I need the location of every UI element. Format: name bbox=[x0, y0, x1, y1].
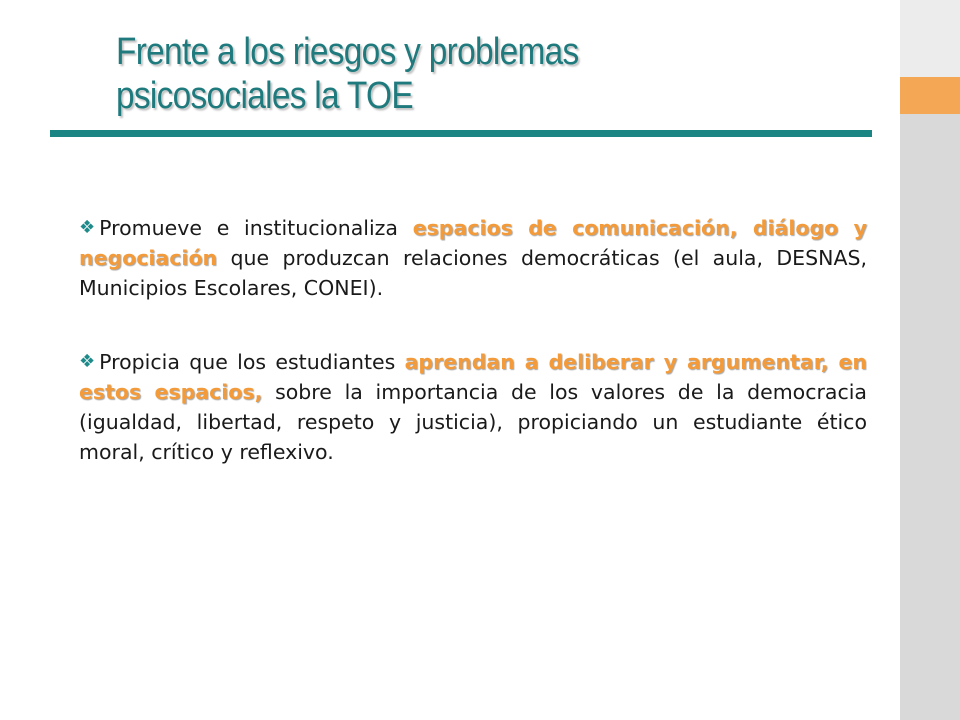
slide-body bbox=[79, 213, 867, 511]
slide-title-line2: psicosociales la TOE bbox=[116, 75, 413, 117]
bullet-item bbox=[79, 347, 867, 467]
bullet-text-post: que produzcan relaciones democráticas (el aula, DESNAS, Municipios Escolares, CONEI). bbox=[79, 246, 867, 300]
slide-title-line1: Frente a los riesgos y problemas bbox=[116, 31, 579, 73]
bullet-highlight: espacios de comunicación, diálogo y negociación bbox=[79, 216, 867, 270]
bullet-text-pre: Propicia que los estudiantes bbox=[99, 350, 405, 374]
sidebar-accent-block bbox=[900, 77, 960, 114]
bullet-item bbox=[79, 213, 867, 303]
slide-title bbox=[116, 30, 785, 118]
diamond-bullet-icon: ❖ bbox=[79, 351, 96, 372]
title-underline bbox=[50, 130, 872, 137]
bullet-text-post: sobre la importancia de los valores de la democracia (igualdad, libertad, respeto y justicia), propiciando un estudiante ético moral, crítico y reflexivo. bbox=[79, 380, 867, 464]
sidebar-bar bbox=[900, 0, 960, 720]
sidebar-top-block bbox=[900, 0, 960, 77]
diamond-bullet-icon: ❖ bbox=[79, 217, 96, 238]
bullet-highlight: aprendan a deliberar y argumentar, en estos espacios, bbox=[79, 350, 867, 404]
bullet-text-pre: Promueve e institucionaliza bbox=[99, 216, 413, 240]
